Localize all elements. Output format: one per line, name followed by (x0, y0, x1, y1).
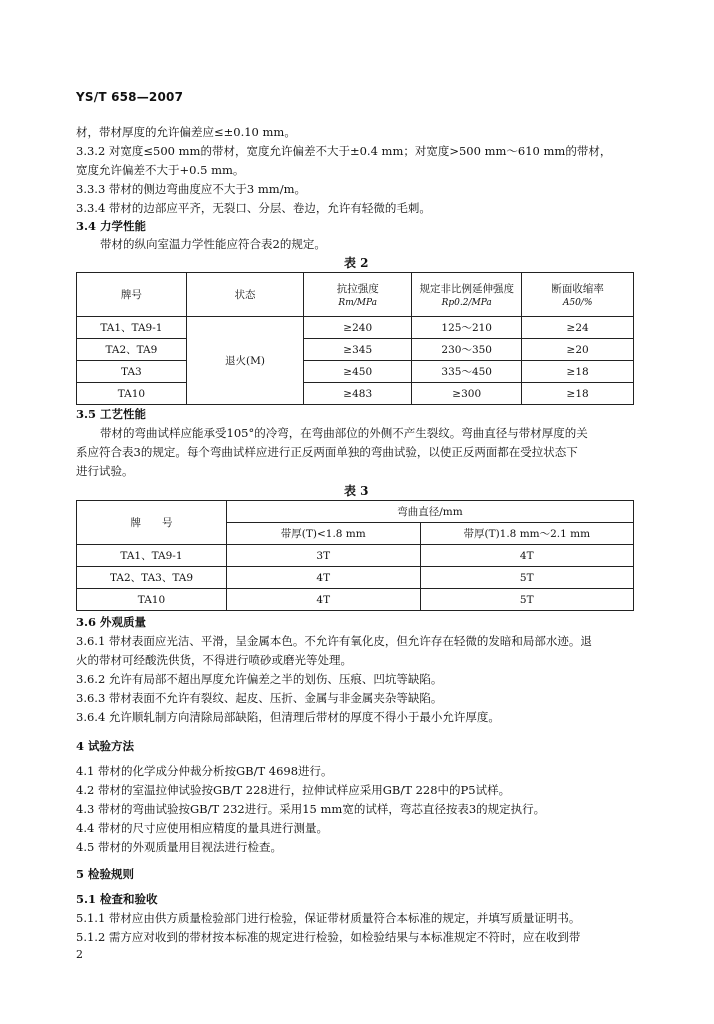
table-header-cell: 抗拉强度 Rm/MPa (304, 273, 412, 317)
text-line: 4.5 带材的外观质量用目视法进行检查。 (76, 840, 282, 854)
table-row (77, 339, 634, 361)
text-line: 4.1 带材的化学成分仲裁分析按GB/T 4698进行。 (76, 764, 333, 778)
table-cell: ≥24 (522, 317, 634, 339)
document-id-header: YS/T 658—2007 (76, 90, 184, 104)
table-header-cell: 牌 号 (77, 501, 227, 545)
table2-caption: 表 2 (344, 256, 369, 270)
section-title: 5 检验规则 (76, 867, 135, 881)
text-line: 带材的纵向室温力学性能应符合表2的规定。 (100, 237, 326, 251)
table3 (76, 500, 634, 611)
table-cell: TA3 (77, 361, 187, 383)
table-cell: ≥345 (304, 339, 412, 361)
text-line: 带材的弯曲试样应能承受105°的冷弯，在弯曲部位的外侧不产生裂纹。弯曲直径与带材厚度的关 (100, 426, 588, 440)
table-header-cell: 弯曲直径/mm (226, 501, 633, 523)
text-line: 宽度允许偏差不大于+0.5 mm。 (76, 163, 245, 177)
table-row (77, 567, 634, 589)
text-line: 5.1.2 需方应对收到的带材按本标准的规定进行检验，如检验结果与本标准规定不符时，应在收到带 (76, 930, 581, 944)
text-line: 3.6.2 允许有局部不超出厚度允许偏差之半的划伤、压痕、凹坑等缺陷。 (76, 672, 443, 686)
table-cell: ≥18 (522, 361, 634, 383)
table-cell: ≥240 (304, 317, 412, 339)
table-row (77, 589, 634, 611)
table-cell: 125～210 (412, 317, 522, 339)
table-row (77, 383, 634, 405)
table-cell: ≥483 (304, 383, 412, 405)
table-cell: ≥20 (522, 339, 634, 361)
table-cell: ≥300 (412, 383, 522, 405)
text-line: 4.4 带材的尺寸应使用相应精度的量具进行测量。 (76, 821, 328, 835)
text-line: 火的带材可经酸洗供货，不得进行喷砂或磨光等处理。 (76, 653, 352, 667)
section-title: 4 试验方法 (76, 739, 135, 753)
table-cell: TA10 (77, 383, 187, 405)
section-title: 3.4 力学性能 (76, 219, 147, 233)
table-row (77, 545, 634, 567)
text-line: 材，带材厚度的允许偏差应≤±0.10 mm。 (76, 125, 296, 139)
table-cell: TA2、TA9 (77, 339, 187, 361)
text-line: 3.6.3 带材表面不允许有裂纹、起皮、压折、金属与非金属夹杂等缺陷。 (76, 691, 443, 705)
table-cell: TA1、TA9-1 (77, 317, 187, 339)
table3-caption: 表 3 (344, 484, 369, 498)
text-line: 4.3 带材的弯曲试验按GB/T 232进行。采用15 mm宽的试样，弯芯直径按表3的规定执行。 (76, 802, 546, 816)
table-cell: 230～350 (412, 339, 522, 361)
table-header-cell: 牌号 (77, 273, 187, 317)
table-header-cell: 带厚(T)1.8 mm～2.1 mm (420, 523, 633, 545)
table-cell: 5T (420, 567, 633, 589)
text-line: 5.1.1 带材应由供方质量检验部门进行检验，保证带材质量符合本标准的规定，并填写质量证明书。 (76, 911, 581, 925)
table-cell: TA10 (77, 589, 227, 611)
section-title: 3.5 工艺性能 (76, 407, 147, 421)
table-cell: 4T (226, 567, 420, 589)
text-line: 3.3.3 带材的侧边弯曲度应不大于3 mm/m。 (76, 182, 306, 196)
table-header-cell: 带厚(T)<1.8 mm (226, 523, 420, 545)
table-cell: ≥450 (304, 361, 412, 383)
text-line: 3.3.2 对宽度≤500 mm的带材，宽度允许偏差不大于±0.4 mm；对宽度>500 mm～610 mm的带材， (76, 144, 612, 158)
table2 (76, 272, 634, 405)
table-header-row (77, 273, 634, 317)
text-line: 3.6.1 带材表面应光洁、平滑，呈金属本色。不允许有氧化皮，但允许存在轻微的发暗和局部水迹。退 (76, 634, 592, 648)
table-row (77, 361, 634, 383)
table-cell: 4T (226, 589, 420, 611)
table-row (77, 317, 634, 339)
table-cell: 4T (420, 545, 633, 567)
table-header-row (77, 501, 634, 523)
text-line: 3.6.4 允许顺轧制方向清除局部缺陷，但清理后带材的厚度不得小于最小允许厚度。 (76, 710, 500, 724)
table-cell: TA2、TA3、TA9 (77, 567, 227, 589)
text-line: 系应符合表3的规定。每个弯曲试样应进行正反两面单独的弯曲试验，以使正反两面都在受拉状态下 (76, 445, 578, 459)
table-header-cell: 断面收缩率 A50/% (522, 273, 634, 317)
table-header-cell: 状态 (186, 273, 303, 317)
text-line: 4.2 带材的室温拉伸试验按GB/T 228进行，拉伸试样应采用GB/T 228中的P5试样。 (76, 783, 511, 797)
table-cell: 5T (420, 589, 633, 611)
table-cell: TA1、TA9-1 (77, 545, 227, 567)
text-line: 进行试验。 (76, 464, 134, 478)
table-cell: 3T (226, 545, 420, 567)
subsection-title: 5.1 检查和验收 (76, 892, 158, 906)
table-cell: ≥18 (522, 383, 634, 405)
table-cell: 335～450 (412, 361, 522, 383)
table-header-cell: 规定非比例延伸强度 Rp0.2/MPa (412, 273, 522, 317)
page-number: 2 (76, 948, 83, 961)
table-cell-state: 退火(M) (186, 317, 303, 405)
section-title: 3.6 外观质量 (76, 615, 147, 629)
text-line: 3.3.4 带材的边部应平齐，无裂口、分层、卷边，允许有轻微的毛刺。 (76, 201, 431, 215)
